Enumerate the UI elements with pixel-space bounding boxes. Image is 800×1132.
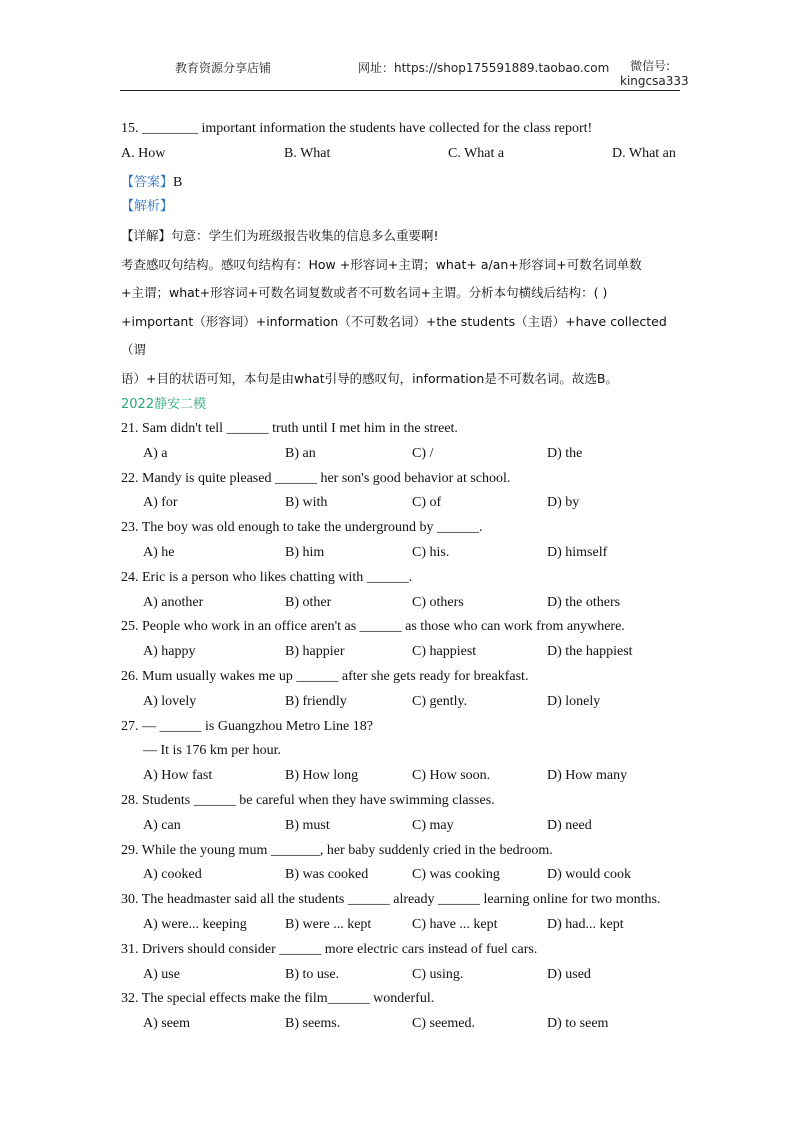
question-item [121, 889, 681, 939]
question-item [121, 666, 681, 716]
option-d: D) How many [547, 768, 628, 784]
question-item [121, 468, 681, 518]
question-15-block [121, 120, 681, 393]
question-item [121, 716, 681, 790]
option-a: A) use [143, 966, 180, 982]
question-options [121, 542, 681, 567]
option-b: B. What [284, 146, 331, 161]
detail-line-1 [121, 222, 681, 251]
question-options [121, 641, 681, 666]
option-c: C) How soon. [412, 768, 491, 784]
option-a: A) cooked [143, 867, 202, 883]
question-stem: 28. Students ______ be careful when they have swimming classes. [121, 792, 495, 808]
option-d: D) by [547, 495, 580, 511]
option-d: D) need [547, 817, 592, 833]
option-c: C) was cooking [412, 867, 500, 883]
option-b: B) other [285, 594, 332, 610]
question-stem: 25. People who work in an office aren't as ______ as those who can work from anywhere. [121, 619, 625, 635]
detail-line-5: 语）+目的状语可知，本句是由what引导的感叹句，information是不可数名词。故选B。 [121, 370, 618, 386]
header-wechat-label: 微信号: [629, 59, 671, 73]
question-stem: 24. Eric is a person who likes chatting with ______. [121, 569, 413, 585]
option-a: A) he [143, 544, 175, 560]
page-header [120, 54, 689, 91]
question-item [121, 988, 681, 1038]
option-d: D) used [547, 966, 591, 982]
detail-line-4: +important（形容词）+information（不可数名词）+the students（主语）+have collected（谓 [121, 313, 667, 357]
analysis-tag: 【解析】 [121, 199, 174, 214]
option-b: B) friendly [285, 693, 347, 709]
header-wechat [620, 59, 689, 89]
question-item [121, 790, 681, 840]
question-stem: 23. The boy was old enough to take the underground by ______. [121, 520, 483, 536]
detail-text: 句意：学生们为班级报告收集的信息多么重要啊! [171, 228, 439, 243]
option-b: B) him [285, 544, 325, 560]
detail-line-2: 考查感叹句结构。感叹句结构有：How +形容词+主谓；what+ a/an+形容词+可数名词单数 [121, 256, 642, 272]
option-a: A) seem [143, 1016, 191, 1032]
option-d: D. What an [612, 146, 676, 161]
question-stem: 26. Mum usually wakes me up ______ after she gets ready for breakfast. [121, 668, 529, 684]
option-a: A) a [143, 445, 168, 461]
option-d: D) had... kept [547, 916, 624, 932]
question-item [121, 616, 681, 666]
question-options [121, 691, 681, 716]
question-options [121, 765, 681, 790]
option-a: A) can [143, 817, 181, 833]
option-b: B) an [285, 445, 316, 461]
option-b: B) with [285, 495, 328, 511]
option-c: C) of [412, 495, 442, 511]
question-options [121, 492, 681, 517]
question-options [121, 1013, 681, 1038]
option-b: B) were ... kept [285, 916, 372, 932]
header-wechat-id: kingcsa333 [620, 74, 689, 88]
question-stem: 27. — ______ is Guangzhou Metro Line 18? [121, 718, 373, 734]
question-list [121, 418, 681, 1038]
option-d: D) would cook [547, 867, 631, 883]
question-stem: 22. Mandy is quite pleased ______ her son's good behavior at school. [121, 470, 511, 486]
answer-line [121, 172, 681, 194]
option-c: C) / [412, 445, 434, 461]
option-b: B) How long [285, 768, 359, 784]
option-d: D) lonely [547, 693, 601, 709]
option-a: A) How fast [143, 768, 213, 784]
option-b: B) was cooked [285, 867, 369, 883]
option-a: A. How [121, 146, 166, 161]
option-d: D) the [547, 445, 583, 461]
option-c: C) happiest [412, 644, 477, 660]
option-c: C) using. [412, 966, 464, 982]
question-item [121, 939, 681, 989]
question-stem: 29. While the young mum _______, her baby suddenly cried in the bedroom. [121, 842, 553, 858]
question-item [121, 840, 681, 890]
option-c: C) gently. [412, 693, 468, 709]
question-stem: 21. Sam didn't tell ______ truth until I met him in the street. [121, 421, 458, 436]
option-b: B) must [285, 817, 330, 833]
question-stem: 15. ________ important information the students have collected for the class report! [121, 121, 593, 136]
header-url[interactable]: 网址：https://shop175591889.taobao.com [358, 61, 610, 75]
header-shop-name: 教育资源分享店铺 [175, 61, 272, 75]
question-item [121, 567, 681, 617]
question-stem: 31. Drivers should consider ______ more electric cars instead of fuel cars. [121, 941, 538, 957]
option-b: B) happier [285, 644, 345, 660]
question-options [121, 964, 681, 989]
option-a: A) happy [143, 644, 196, 660]
question-options [121, 146, 681, 166]
option-a: A) lovely [143, 693, 197, 709]
section-title: 2022静安二模 [121, 397, 207, 412]
option-a: A) another [143, 594, 204, 610]
option-a: A) were... keeping [143, 916, 247, 932]
option-d: D) to seem [547, 1016, 609, 1032]
option-b: B) seems. [285, 1016, 341, 1032]
option-c: C) others [412, 594, 464, 610]
question-item [121, 517, 681, 567]
option-d: D) the happiest [547, 644, 633, 660]
question-options [121, 443, 681, 468]
answer-tag: 【答案】 [121, 175, 174, 190]
option-c: C) may [412, 817, 454, 833]
detail-explanation [121, 222, 681, 393]
option-c: C) seemed. [412, 1016, 475, 1032]
option-a: A) for [143, 495, 178, 511]
option-b: B) to use. [285, 966, 340, 982]
question-options [121, 815, 681, 840]
detail-line-3: +主谓；what+形容词+可数名词复数或者不可数名词+主谓。分析本句横线后结构：( ) [121, 285, 608, 300]
detail-tag: 【详解】 [121, 228, 172, 243]
question-options [121, 592, 681, 617]
question-stem: 30. The headmaster said all the students ______ already ______ learning online for two months. [121, 892, 661, 908]
question-options [121, 914, 681, 939]
question-reply-line: — It is 176 km per hour. [143, 743, 282, 759]
option-c: C) his. [412, 544, 450, 560]
question-options [121, 864, 681, 889]
option-c: C. What a [448, 146, 505, 161]
option-d: D) himself [547, 544, 608, 560]
question-item [121, 418, 681, 468]
question-stem: 32. The special effects make the film______ wonderful. [121, 991, 435, 1007]
option-d: D) the others [547, 594, 621, 610]
option-c: C) have ... kept [412, 916, 498, 932]
analysis-line [121, 194, 681, 220]
answer-value: B [173, 175, 183, 190]
